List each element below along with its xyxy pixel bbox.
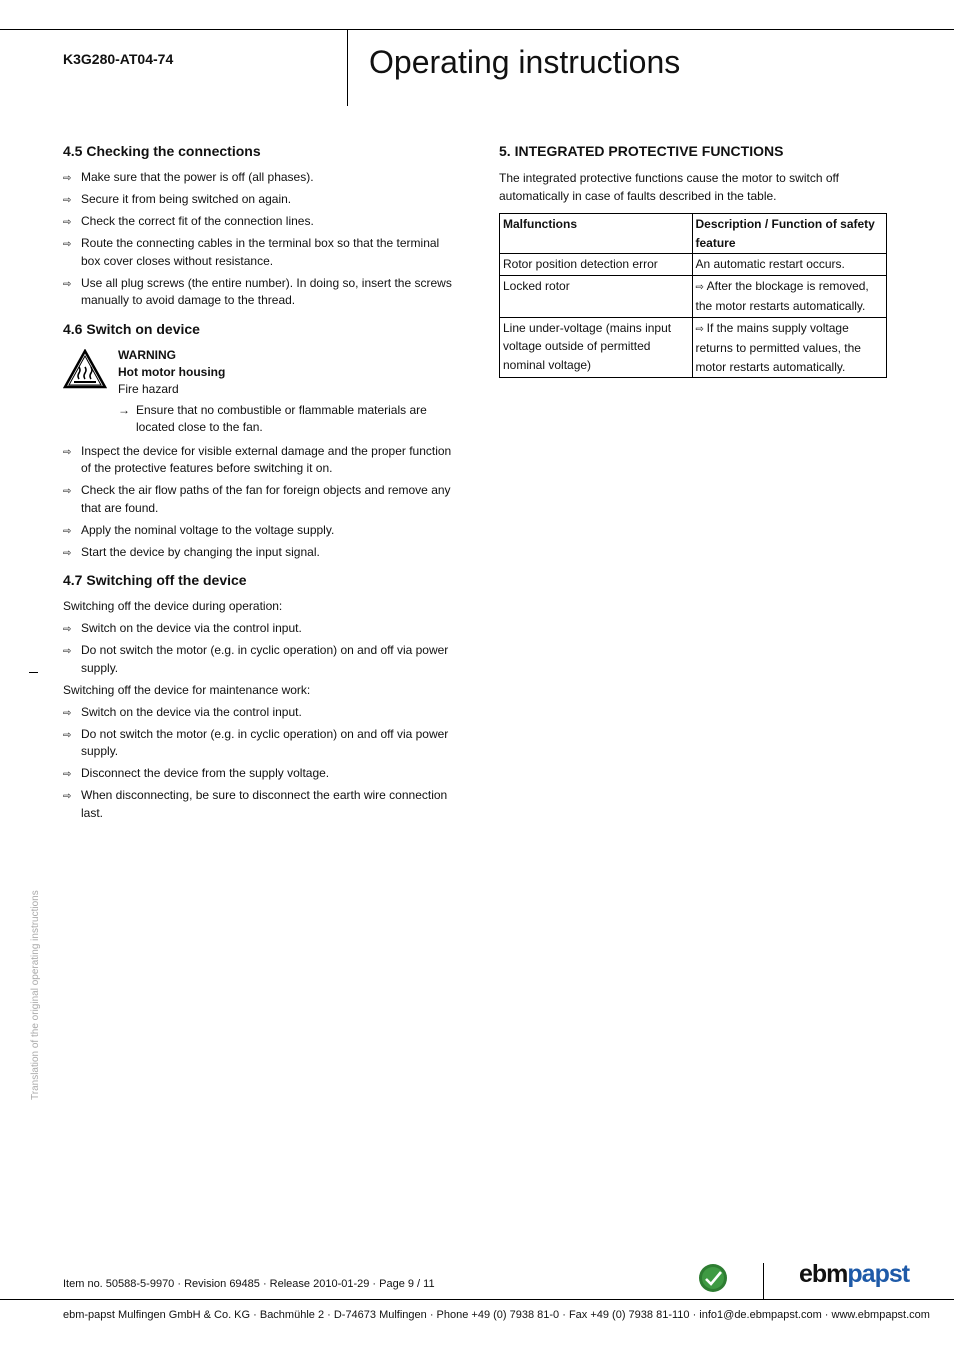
list-item: ⇨ Do not switch the motor (e.g. in cyclic operation) on and off via power supply. <box>63 643 449 675</box>
double-arrow-icon: ⇨ <box>63 729 72 741</box>
section-4-7 <box>63 571 453 822</box>
column-header: Description / Function of safety feature <box>692 214 887 254</box>
intro-text: The integrated protective functions cause the motor to switch off automatically in case of faults described in the table. <box>499 171 839 203</box>
right-column <box>499 142 889 378</box>
double-arrow-icon: ⇨ <box>63 624 72 635</box>
double-arrow-icon: ⇨ <box>63 239 72 250</box>
table-cell: Locked rotor <box>500 275 693 317</box>
table-row <box>500 254 887 276</box>
double-arrow-icon: ⇨ <box>63 217 72 228</box>
bullet-list <box>63 169 453 310</box>
table-cell: ⇨ If the mains supply voltage returns to permitted values, the motor restarts automatically. <box>692 317 887 378</box>
list-item: ⇨ Route the connecting cables in the terminal box so that the terminal box cover closes without resistance. <box>63 236 440 268</box>
list-item: ⇨ Check the air flow paths of the fan for foreign objects and remove any that are found. <box>63 483 451 515</box>
table-cell: ⇨ After the blockage is removed, the motor restarts automatically. <box>692 275 887 317</box>
double-arrow-icon: ⇨ <box>63 525 72 537</box>
footer-divider <box>763 1263 764 1299</box>
hot-surface-warning-icon <box>63 349 107 389</box>
model-number: K3G280-AT04-74 <box>63 51 174 67</box>
item-number: Item no. 50588-5-9970 · Revision 69485 · Release 2010-01-29 · Page 9 / 11 <box>63 1278 435 1290</box>
list-item: ⇨ Disconnect the device from the supply voltage. <box>63 765 453 783</box>
bullet-list <box>63 443 453 562</box>
bullet-list <box>63 620 453 677</box>
list-item: ⇨ Start the device by changing the input signal. <box>63 544 453 562</box>
warning-title: Hot motor housing <box>118 364 226 379</box>
double-arrow-icon: ⇨ <box>63 646 72 657</box>
section-4-6 <box>63 320 453 562</box>
section-heading: 4.5 Checking the connections <box>63 143 261 159</box>
list-item: ⇨ Check the correct fit of the connection lines. <box>63 213 453 231</box>
double-arrow-icon: ⇨ <box>63 486 72 497</box>
double-arrow-icon: ⇨ <box>63 707 72 719</box>
double-arrow-icon: ⇨ <box>63 791 72 802</box>
double-arrow-icon: ⇨ <box>63 195 72 206</box>
warning-box <box>63 347 453 437</box>
list-item: ⇨ Do not switch the motor (e.g. in cyclic operation) on and off via power supply. <box>63 726 449 758</box>
right-arrow-icon: → <box>118 402 130 417</box>
double-arrow-icon: ⇨ <box>695 281 707 293</box>
section-heading: 4.6 Switch on device <box>63 320 200 337</box>
list-item: ⇨ Secure it from being switched on again. <box>63 191 453 209</box>
table-row <box>500 317 887 378</box>
left-column <box>63 142 453 832</box>
warning-label: WARNING <box>118 347 176 362</box>
table-cell: Line under-voltage (mains input voltage outside of permitted nominal voltage) <box>500 317 693 378</box>
list-item: ⇨ Apply the nominal voltage to the voltage supply. <box>63 522 453 540</box>
double-arrow-icon: ⇨ <box>63 769 72 780</box>
protective-functions-table <box>499 213 887 378</box>
company-footer: ebm-papst Mulfingen GmbH & Co. KG · Bachmühle 2 · D-74673 Mulfingen · Phone +49 (0) 7938 81-0 · Fax +49 (0) 7938 81-110 · info1@de.ebmpapst.com · www.ebmpapst.com <box>63 1309 930 1321</box>
ebmpapst-logo: ebmpapst <box>799 1260 910 1288</box>
list-item: ⇨ Inspect the device for visible external damage and the proper function of the protective features before switching it on. <box>63 443 452 475</box>
double-arrow-icon: ⇨ <box>63 446 72 458</box>
list-item: ⇨ Make sure that the power is off (all phases). <box>63 169 453 187</box>
list-item: ⇨ Switch on the device via the control input. <box>63 704 453 722</box>
double-arrow-icon: ⇨ <box>63 278 72 290</box>
list-item: ⇨ Switch on the device via the control input. <box>63 620 453 638</box>
header-divider <box>347 29 348 106</box>
table-row <box>500 275 887 317</box>
translation-note: Translation of the original operating instructions <box>30 890 41 1100</box>
column-header: Malfunctions <box>500 214 693 254</box>
warning-hazard: Fire hazard <box>118 381 179 396</box>
page-title: Operating instructions <box>369 44 681 80</box>
table-cell: An automatic restart occurs. <box>692 254 887 276</box>
bullet-list <box>63 704 453 823</box>
double-arrow-icon: ⇨ <box>63 547 72 559</box>
section-heading: 5. INTEGRATED PROTECTIVE FUNCTIONS <box>499 143 784 159</box>
header-top-rule <box>0 29 954 30</box>
double-arrow-icon: ⇨ <box>695 323 707 335</box>
section-heading: 4.7 Switching off the device <box>63 572 247 588</box>
list-item: ⇨ When disconnecting, be sure to disconnect the earth wire connection last. <box>63 788 448 820</box>
warning-action: → Ensure that no combustible or flammable materials are located close to the fan. <box>118 402 427 434</box>
section-4-5 <box>63 142 453 310</box>
footer-rule <box>0 1299 954 1300</box>
double-arrow-icon: ⇨ <box>63 173 72 184</box>
list-item: ⇨ Use all plug screws (the entire number). In doing so, insert the screws manually to avoid damage to the thread. <box>63 275 452 307</box>
green-tech-badge-icon <box>698 1263 728 1298</box>
table-header-row <box>500 214 887 254</box>
intro-text: Switching off the device during operation: <box>63 599 283 613</box>
intro-text: Switching off the device for maintenance work: <box>63 682 311 697</box>
fold-mark <box>29 672 38 673</box>
table-cell: Rotor position detection error <box>500 254 693 276</box>
